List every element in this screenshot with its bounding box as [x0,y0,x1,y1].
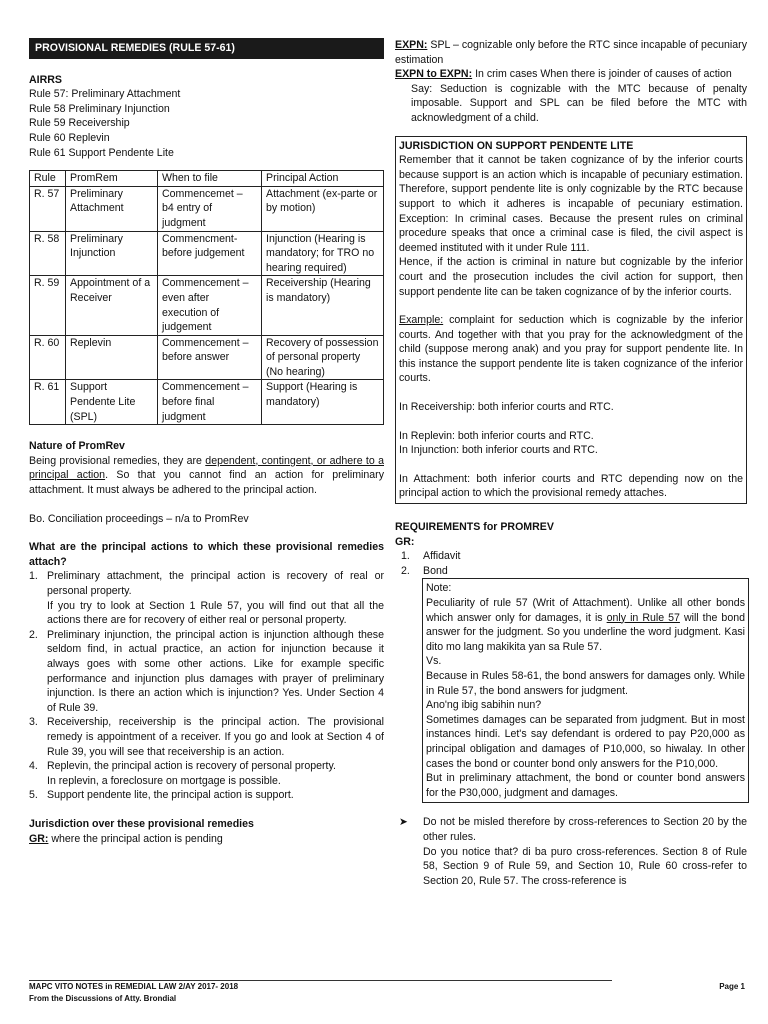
table-cell: Support (Hearing is mandatory) [262,380,384,425]
rule-item: Rule 61 Support Pendente Lite [29,146,174,159]
table-cell: R. 60 [30,335,66,380]
table-cell: Preliminary Attachment [66,186,158,231]
cross-reference-item [395,815,747,888]
table-header: When to file [158,171,262,187]
box-paragraph: Hence, if the action is criminal in nature but cognizable by the inferior court and the prosecution includes the civil action for support, then support pendente lite can be taken cognizance of by the inferior courts. [399,256,743,298]
arrow-text: Do not be misled therefore by cross-references to Section 20 by the other rules. [423,816,747,843]
expn2-text: In crim cases When there is joinder of causes of action [472,68,732,81]
rule-item: Rule 58 Preliminary Injunction [29,102,170,115]
item-text: Replevin, the principal action is recovery of personal property. [47,760,336,773]
table-cell: R. 59 [30,276,66,335]
jurisdiction-title: Jurisdiction over these provisional remedies [29,817,254,830]
injunction-line: In Injunction: both inferior courts and RTC. [399,444,598,457]
table-cell: Injunction (Hearing is mandatory; for TRO no hearing required) [262,231,384,276]
table-cell: Replevin [66,335,158,380]
table-cell: Recovery of possession of personal property (No hearing) [262,335,384,380]
box-title: JURISDICTION ON SUPPORT PENDENTE LITE [399,139,634,152]
list-item [29,569,384,627]
conciliation-line: Bo. Conciliation proceedings – n/a to PromRev [29,512,249,525]
nature-underlined: dependent, contingent, or adhere to a principal action [29,454,384,482]
table-row [30,231,384,276]
table-cell: R. 57 [30,186,66,231]
table-cell: Preliminary Injunction [66,231,158,276]
note-vs: Vs. [426,655,442,668]
rule-item: Rule 57: Preliminary Attachment [29,88,181,101]
table-header: Rule [30,171,66,187]
list-item: 1. Affidavit [401,550,461,563]
nature-paragraph [29,454,384,498]
gr-label: GR: [29,832,49,845]
table-header: Principal Action [262,171,384,187]
item-number: 2. [29,628,38,641]
note-paragraph: But in preliminary attachment, the bond or counter bond answers for the P30,000, judgment and damages. [426,772,745,799]
table-row [30,335,384,380]
gr-text: where the principal action is pending [48,832,223,845]
note-paragraph [426,596,745,654]
footer-subtitle: From the Discussions of Atty. Brondial [29,994,177,1003]
right-column [395,38,747,888]
list-item [29,715,384,759]
nature-text: Being provisional remedies, they are [29,454,206,467]
replevin-line: In Replevin: both inferior courts and RTC. [399,429,594,442]
note-paragraph: Sometimes damages can be separated from judgment. But in most instances hindi. Let's say defendant is ordered to pay P20,000 as principal obligation and damages of P10,000, so hiwalay. In other cases the bond or counter bond only answers for the P10,000. [426,713,745,770]
requirement-text: Bond [423,564,448,577]
footer-title: MAPC VITO NOTES in REMEDIAL LAW 2/AY 2017- 2018 [29,982,239,991]
table-cell: Appointment of a Receiver [66,276,158,335]
gr-label-2: GR: [395,535,415,548]
note-underlined: only in Rule 57 [606,611,680,624]
arrow-text: Do you notice that? di ba puro cross-references. Section 8 of Rule 58, Section 9 of Rule 59, and Section 10, Rule 60 cross-refer to Section 20, Rule 57. The cross-reference is [423,845,747,887]
item-text: Preliminary attachment, the principal action is recovery of real or personal property. [47,570,384,597]
receivership-line: In Receivership: both inferior courts and RTC. [399,401,614,414]
table-row [30,380,384,425]
principal-actions-question: What are the principal actions to which these provisional remedies attach? [29,541,384,568]
rule-list [29,87,384,160]
note-paragraph: Because in Rules 58-61, the bond answers for damages only. While in Rule 57, the bond answers for judgment. [426,669,745,697]
table-header: PromRem [66,171,158,187]
expn-label: EXPN: [395,39,428,51]
table-cell: R. 61 [30,380,66,425]
expn-line [395,38,747,67]
note-box [422,578,749,803]
example-text: complaint for seduction which is cognizable by the inferior courts. And together with that you pray for the acknowledgment of the child (suppose merong anak) and you pray for support pendente lite. In this instance the support pendente lite is taken cognizance of the inferior courts. [399,314,743,385]
example-paragraph [399,313,743,386]
gr-line [29,832,384,847]
table-row [30,276,384,335]
requirement-text: Affidavit [423,550,461,563]
note-text: will the bond answer for the judgment. So you underline the word judgment. Kasi dito mo lang makikita yan sa Rule 57. [426,611,745,653]
requirements-title: REQUIREMENTS for PROMREV [395,521,554,534]
table-cell: Support Pendente Lite (SPL) [66,380,158,425]
note-title: Note: [426,582,452,595]
left-column [29,38,384,846]
item-text: Support pendente lite, the principal action is support. [47,789,294,802]
arrow-bullet-icon: ➤ [399,816,408,829]
table-cell: R. 58 [30,231,66,276]
box-paragraph: Remember that it cannot be taken cognizance of by the inferior courts because support is an action which is incapable of pecuniary estimation. Therefore, support pendente lite is only cognizable by the RTC because support to which it adheres is incapable of pecuniary estimation. Exception: In criminal cases. Because the present rules on criminal procedure speaks that once a criminal case is filed, the civil aspect is deemed instituted with it under Rule 111. [399,154,743,254]
table-header-row [30,171,384,187]
expn-to-expn-line [395,67,747,82]
table-cell: Commencment-before judgement [158,231,262,276]
nature-text: . So that you cannot find an action for preliminary attachment. It must always be adhered to the principal action. [29,469,384,497]
airrs-title: AIRRS [29,73,62,86]
rule-item: Rule 59 Receivership [29,117,130,130]
expn-text: SPL – cognizable only before the RTC since incapable of pecuniary estimation [395,39,747,66]
table-cell: Receivership (Hearing is mandatory) [262,276,384,335]
table-cell: Attachment (ex-parte or by motion) [262,186,384,231]
remedies-table [29,170,384,425]
item-number: 5. [29,789,38,802]
list-item: 2. Bond [401,564,448,577]
item-text: Receivership, receivership is the principal action. The provisional remedy is appointment of a receiver. If you go and look at Section 4 of Rule 39, you will see that receivership is an action. [47,716,384,758]
table-cell: Commencement – even after execution of judgement [158,276,262,335]
nature-title: Nature of PromRev [29,440,125,453]
item-text: Preliminary injunction, the principal action is injunction although these seldom find, in actual practice, an action for injunction because it always goes with some other actions. Like for example specific performance and injunction plus damages with prayer of preliminary injunction. Is there an action which is injunction? Yes. Under Section 4 of Rule 39. [47,628,384,714]
list-item [29,788,384,803]
expn2-label: EXPN to EXPN: [395,68,473,81]
support-pendente-lite-box [395,136,747,504]
table-cell: Commencemet – b4 entry of judgment [158,186,262,231]
table-cell: Commencement – before final judgment [158,380,262,425]
list-item [29,759,384,788]
rule-item: Rule 60 Replevin [29,131,110,144]
table-row [30,186,384,231]
requirements-list [395,549,747,578]
section-header: PROVISIONAL REMEDIES (RULE 57-61) [29,38,384,59]
table-cell: Commencement – before answer [158,335,262,380]
page-number: Page 1 [719,982,745,991]
attachment-line: In Attachment: both inferior courts and RTC depending now on the principal action to which the provisional remedy attaches. [399,472,743,500]
example-label: Example: [399,314,444,327]
item-number: 3. [29,716,38,729]
item-subtext: In replevin, a foreclosure on mortgage is possible. [47,774,281,787]
list-item [29,628,384,716]
note-paragraph: Ano'ng ibig sabihin nun? [426,699,542,712]
say-paragraph: Say: Seduction is cognizable with the MTC because of penalty imposable. Support and SPL can be filed before the MTC with acknowledgment of a child. [411,82,747,124]
item-number: 1. [29,570,38,583]
note-text: Peculiarity of rule 57 (Writ of Attachment). Unlike all other bonds which answer only for damages, it is [426,597,745,624]
item-number: 4. [29,760,38,773]
principal-actions-list [29,569,384,803]
item-subtext: If you try to look at Section 1 Rule 57, you will find out that all the actions there are for recovery of either real or personal property. [47,599,384,627]
